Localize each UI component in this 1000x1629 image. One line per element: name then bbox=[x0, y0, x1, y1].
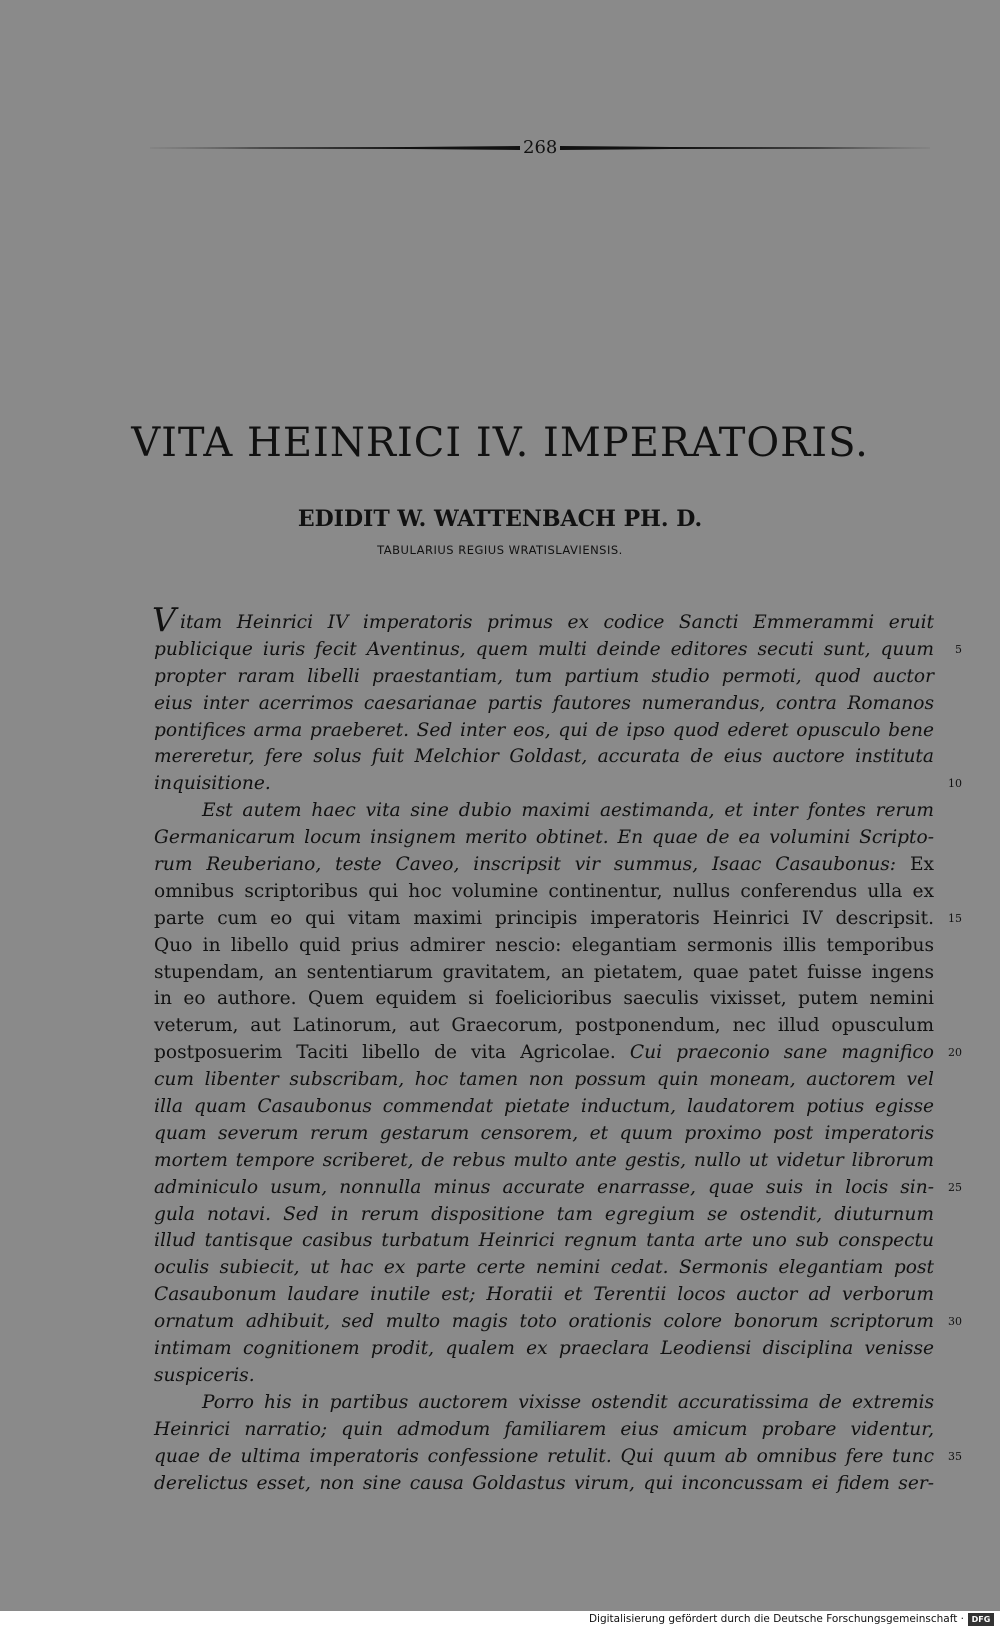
text-segment: gula notavi. Sed in rerum dispositione tam egregium se ostendit, diuturnum bbox=[154, 1203, 934, 1225]
text-segment: oculis subiecit, ut hac ex parte certe nemini cedat. Sermonis elegantiam post bbox=[154, 1257, 934, 1279]
text-segment: postposuerim Taciti libello de vita Agricolae. bbox=[154, 1042, 630, 1064]
line-number: 30 bbox=[948, 1315, 962, 1329]
line-number: 20 bbox=[948, 1046, 962, 1060]
text-line bbox=[154, 1282, 934, 1309]
text-line bbox=[154, 906, 962, 933]
text-segment: intimam cognitionem prodit, qualem ex praeclara Leodiensi disciplina venisse bbox=[154, 1338, 934, 1360]
text-line bbox=[154, 771, 962, 798]
text-line bbox=[154, 1471, 934, 1498]
text-segment: omnibus scriptoribus qui hoc volumine continentur, nullus conferendus ulla ex bbox=[154, 880, 934, 902]
page-number: 268 bbox=[523, 137, 558, 158]
text-segment: illa quam Casaubonus commendat pietate inductum, laudatorem potius egisse bbox=[154, 1096, 934, 1118]
page-header bbox=[150, 136, 930, 160]
text-line bbox=[154, 1121, 934, 1148]
text-line bbox=[154, 1013, 934, 1040]
line-number: 5 bbox=[955, 642, 962, 656]
text-segment: adminiculo usum, nonnulla minus accurate enarrasse, quae suis in locis sin- bbox=[154, 1176, 934, 1198]
text-line bbox=[154, 744, 934, 771]
text-line bbox=[154, 1148, 934, 1175]
text-segment: inquisitione. bbox=[154, 773, 271, 795]
line-number: 10 bbox=[948, 777, 962, 791]
text-segment: cum libenter subscribam, hoc tamen non possum quin moneam, auctorem vel bbox=[154, 1069, 934, 1091]
document-title: VITA HEINRICI IV. IMPERATORIS. bbox=[131, 420, 869, 466]
text-line bbox=[154, 1067, 934, 1094]
text-segment: itam Heinrici IV imperatoris primus ex codice Sancti Emmerammi eruit bbox=[180, 612, 934, 633]
line-number: 35 bbox=[948, 1449, 962, 1463]
text-segment: Cui praeconio sane magnifico bbox=[629, 1042, 934, 1064]
text-line bbox=[154, 986, 934, 1013]
text-line bbox=[152, 600, 934, 639]
text-line bbox=[154, 1175, 962, 1202]
editor-line: EDIDIT W. WATTENBACH PH. D. bbox=[297, 506, 703, 532]
text-segment: derelictus esset, non sine causa Goldastus virum, qui inconcussam ei fidem ser- bbox=[154, 1472, 934, 1494]
text-line bbox=[154, 1390, 934, 1417]
drop-cap: V bbox=[152, 600, 176, 639]
line-number: 25 bbox=[948, 1180, 962, 1194]
footer-credit: Digitalisierung gefördert durch die Deutsche Forschungsgemeinschaft · bbox=[588, 1613, 964, 1625]
text-segment: Casaubonum laudare inutile est; Horatii et Terentii locos auctor ad verborum bbox=[154, 1284, 934, 1306]
text-line bbox=[154, 1417, 934, 1444]
text-segment: suspiceris. bbox=[154, 1364, 255, 1386]
body-text bbox=[152, 600, 962, 1497]
text-segment: pontifices arma praeberet. Sed inter eos, qui de ipso quod ederet opusculo bene bbox=[154, 719, 934, 741]
editor-role: TABULARIUS REGIUS WRATISLAVIENSIS. bbox=[377, 543, 623, 557]
text-line bbox=[154, 933, 934, 960]
text-line bbox=[154, 1363, 934, 1390]
text-segment: Est autem haec vita sine dubio maximi aestimanda, et inter fontes rerum bbox=[202, 800, 934, 822]
text-line bbox=[154, 1444, 962, 1471]
text-segment: mortem tempore scriberet, de rebus multo ante gestis, nullo ut videtur librorum bbox=[154, 1149, 934, 1171]
text-segment: quae de ultima imperatoris confessione retulit. Qui quum ab omnibus fere tunc bbox=[154, 1445, 934, 1467]
text-segment: in eo authore. Quem equidem si foelicioribus saeculis vixisset, putem nemini bbox=[154, 988, 934, 1010]
text-segment: Quo in libello quid prius admirer nescio: elegantiam sermonis illis temporibus bbox=[154, 934, 934, 956]
text-line bbox=[154, 718, 934, 745]
header-rule-left bbox=[150, 146, 520, 150]
text-line bbox=[154, 825, 934, 852]
text-segment: ornatum adhibuit, sed multo magis toto orationis colore bonorum scriptorum bbox=[154, 1311, 934, 1333]
text-line bbox=[154, 852, 934, 879]
text-segment: publicique iuris fecit Aventinus, quem multi deinde editores secuti sunt, quum bbox=[154, 638, 934, 660]
text-line bbox=[154, 960, 934, 987]
text-segment: Germanicarum locum insignem merito obtinet. En quae de ea volumini Scripto- bbox=[154, 827, 934, 849]
text-segment: propter raram libelli praestantiam, tum partium studio permoti, quod auctor bbox=[154, 665, 934, 687]
text-line bbox=[154, 1228, 934, 1255]
header-rule-right bbox=[560, 146, 930, 150]
text-segment: Porro his in partibus auctorem vixisse ostendit accuratissima de extremis bbox=[202, 1391, 934, 1413]
text-segment: mereretur, fere solus fuit Melchior Goldast, accurata de eius auctore instituta bbox=[154, 746, 934, 768]
text-line bbox=[154, 1202, 934, 1229]
text-line bbox=[154, 1309, 962, 1336]
text-line bbox=[154, 798, 934, 825]
text-line bbox=[154, 879, 934, 906]
text-segment: illud tantisque casibus turbatum Heinrici regnum tanta arte uno sub conspectu bbox=[154, 1230, 934, 1252]
text-segment: eius inter acerrimos caesarianae partis fautores numerandus, contra Romanos bbox=[154, 692, 934, 714]
text-segment: parte cum eo qui vitam maximi principis imperatoris Heinrici IV descripsit. bbox=[154, 907, 934, 929]
text-segment: veterum, aut Latinorum, aut Graecorum, postponendum, nec illud opusculum bbox=[154, 1015, 934, 1037]
text-segment: Ex bbox=[909, 854, 934, 876]
text-line bbox=[154, 1094, 934, 1121]
footer-bar bbox=[0, 1611, 1000, 1629]
text-line bbox=[154, 1336, 934, 1363]
text-line bbox=[154, 1040, 962, 1067]
text-segment: Heinrici narratio; quin admodum familiarem eius amicum probare videntur, bbox=[154, 1418, 934, 1440]
text-segment: rum Reuberiano, teste Caveo, inscripsit vir summus, Isaac Casaubonus: bbox=[154, 854, 910, 876]
text-line bbox=[154, 1255, 934, 1282]
line-number: 15 bbox=[948, 911, 962, 925]
dfg-logo-icon: DFG bbox=[968, 1613, 994, 1626]
text-line bbox=[154, 637, 962, 664]
text-segment: stupendam, an sententiarum gravitatem, an pietatem, quae patet fuisse ingens bbox=[154, 961, 934, 983]
text-line bbox=[154, 691, 934, 718]
text-line bbox=[154, 664, 934, 691]
text-segment: quam severum rerum gestarum censorem, et quum proximo post imperatoris bbox=[154, 1122, 934, 1144]
